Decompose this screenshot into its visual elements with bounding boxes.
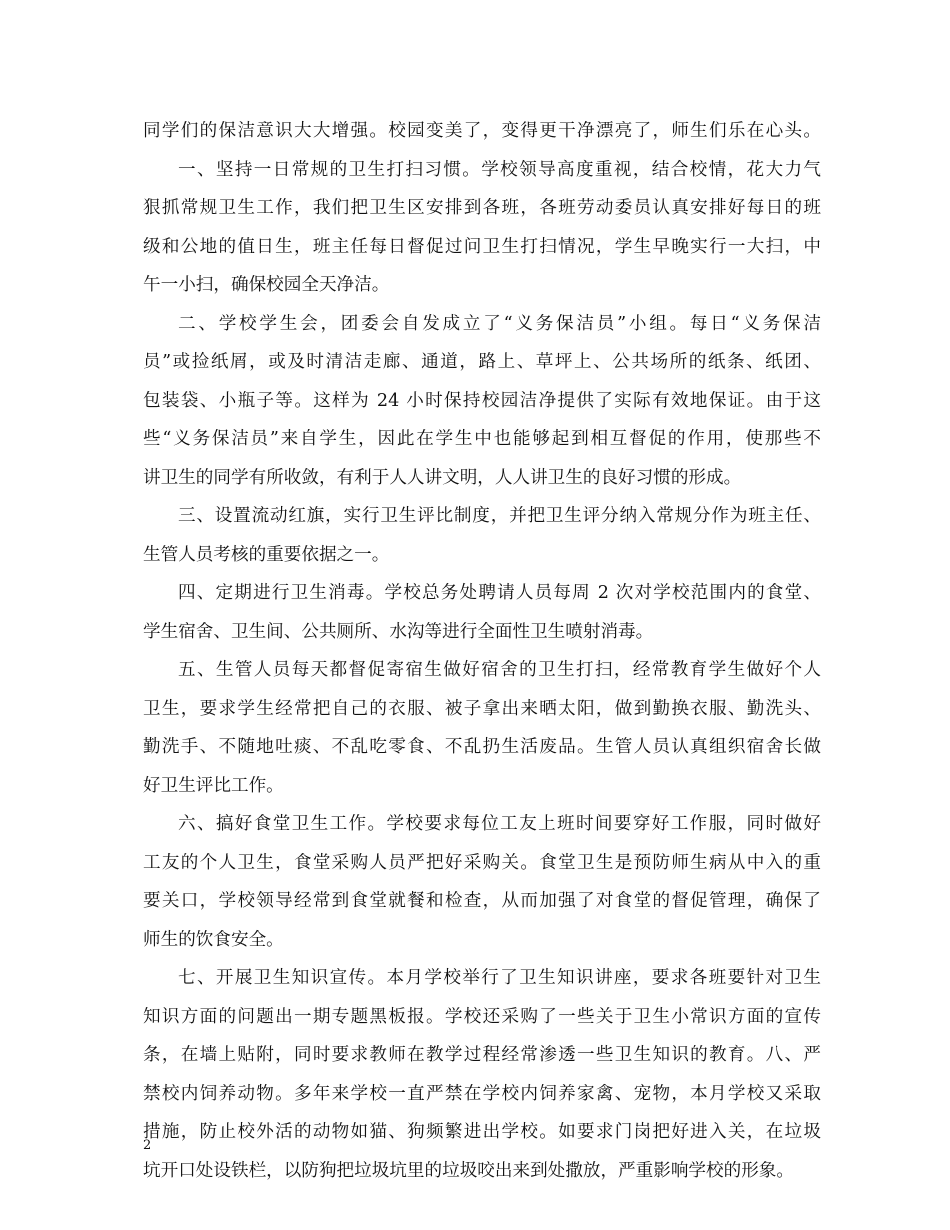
text-line: 禁校内饲养动物。多年来学校一直严禁在学校内饲养家禽、宠物，本月学校又采取 bbox=[143, 1083, 821, 1104]
text-line: 午一小扫，确保校园全天净洁。 bbox=[143, 275, 390, 295]
text-line: 五、生管人员每天都督促寄宿生做好宿舍的卫生打扫，经常教育学生做好个人 bbox=[178, 660, 821, 680]
text-line: 包装袋、小瓶子等。这样为 24 小时保持校园洁净提供了实际有效地保证。由于这 bbox=[143, 390, 821, 411]
text-line: 工友的个人卫生，食堂采购人员严把好采购关。食堂卫生是预防师生病从中入的重 bbox=[143, 852, 821, 873]
text-line: 师生的饮食安全。 bbox=[143, 929, 284, 950]
text-line: 同学们的保洁意识大大增强。校园变美了，变得更干净漂亮了，师生们乐在心头。 bbox=[143, 121, 821, 141]
text-line: 勤洗手、不随地吐痰、不乱吃零食、不乱扔生活废品。生管人员认真组织宿舍长做 bbox=[143, 737, 821, 757]
text-line: 条，在墙上贴附，同时要求教师在教学过程经常渗透一些卫生知识的教育。八、严 bbox=[143, 1045, 821, 1065]
text-line: 一、坚持一日常规的卫生打扫习惯。学校领导高度重视，结合校情，花大力气 bbox=[178, 159, 821, 180]
text-line: 员”或捡纸屑，或及时清洁走廊、通道，路上、草坪上、公共场所的纸条、纸团、 bbox=[143, 352, 821, 372]
text-line: 狠抓常规卫生工作，我们把卫生区安排到各班，各班劳动委员认真安排好每日的班 bbox=[143, 198, 821, 218]
text-line: 六、搞好食堂卫生工作。学校要求每位工友上班时间要穿好工作服，同时做好 bbox=[178, 814, 821, 834]
text-line: 二、学校学生会，团委会自发成立了“义务保洁员”小组。每日“义务保洁 bbox=[178, 313, 821, 334]
text-line: 七、开展卫生知识宣传。本月学校举行了卫生知识讲座，要求各班要针对卫生 bbox=[178, 968, 821, 988]
document-body bbox=[143, 119, 821, 1197]
text-line: 要关口，学校领导经常到食堂就餐和检查，从而加强了对食堂的督促管理，确保了 bbox=[143, 891, 821, 911]
text-line: 讲卫生的同学有所收敛，有利于人人讲文明，人人讲卫生的良好习惯的形成。 bbox=[143, 467, 742, 488]
page-number: 2 bbox=[143, 1138, 152, 1153]
text-line: 三、设置流动红旗，实行卫生评比制度，并把卫生评分纳入常规分作为班主任、 bbox=[178, 506, 821, 526]
text-line: 知识方面的问题出一期专题黑板报。学校还采购了一些关于卫生小常识方面的宣传 bbox=[143, 1006, 821, 1027]
text-line: 些“义务保洁员”来自学生，因此在学生中也能够起到相互督促的作用，使那些不 bbox=[143, 429, 821, 449]
text-line: 四、定期进行卫生消毒。学校总务处聘请人员每周 2 次对学校范围内的食堂、 bbox=[178, 583, 821, 603]
text-line: 好卫生评比工作。 bbox=[143, 775, 284, 796]
text-line: 措施，防止校外活的动物如猫、狗频繁进出学校。如要求门岗把好进入关，在垃圾 bbox=[143, 1122, 821, 1142]
text-line: 学生宿舍、卫生间、公共厕所、水沟等进行全面性卫生喷射消毒。 bbox=[143, 621, 654, 642]
text-line: 级和公地的值日生，班主任每日督促过问卫生打扫情况，学生早晚实行一大扫，中 bbox=[143, 236, 821, 257]
text-line: 坑开口处设铁栏，以防狗把垃圾坑里的垃圾咬出来到处撒放，严重影响学校的形象。 bbox=[143, 1160, 794, 1181]
text-line: 生管人员考核的重要依据之一。 bbox=[143, 544, 390, 565]
text-line: 卫生，要求学生经常把自己的衣服、被子拿出来晒太阳，做到勤换衣服、勤洗头、 bbox=[143, 698, 821, 719]
